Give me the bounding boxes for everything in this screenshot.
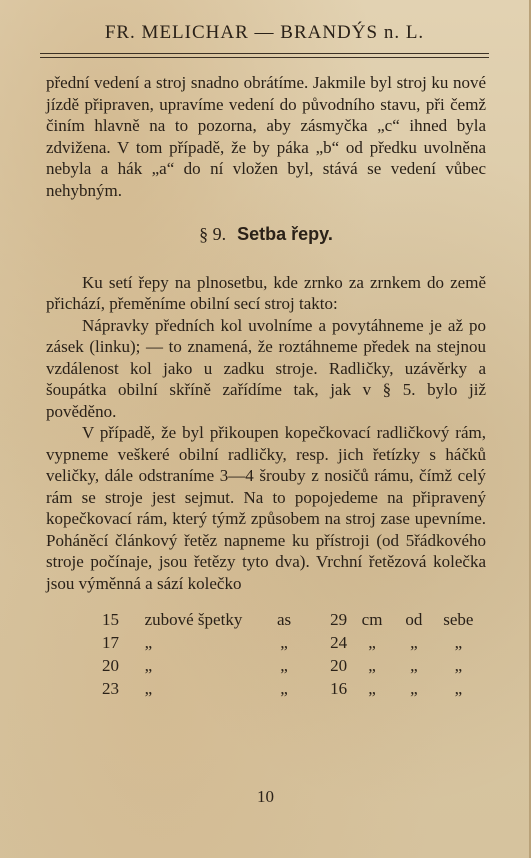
table-cell-unit: „ [368, 633, 376, 652]
table-cell-rel: „ [280, 656, 288, 675]
table-cell-rel: „ [280, 679, 288, 698]
table-cell-rel: as [276, 610, 292, 629]
table-cell-count: 17 [102, 633, 119, 652]
running-header: FR. MELICHAR — BRANDÝS n. L. [104, 22, 425, 43]
table-cell-apart: sebe [443, 610, 474, 629]
table-cell-apart: „ [454, 633, 463, 652]
table-cell-cm: 16 [330, 679, 348, 698]
table-cell-rel: „ [280, 633, 288, 652]
table-cell-count: 15 [102, 610, 119, 629]
paragraph-front-axle: Nápravky předních kol uvolníme a povytáhneme je až po zásek (linku); — to znamená, že roztáhneme předek na stejnou vzdálenost kol jako u zadku stroje. Radličky, uzávěrky a šoupátka obilní skříně zařídíme tak, jak v § 5. bylo již pověděno. [46, 315, 486, 421]
table-cell-label: „ [144, 656, 153, 675]
table-cell-from: „ [410, 633, 418, 652]
paragraph-frame: V případě, že byl přikoupen kopečkovací radličkový rám, vypneme veškeré obilní radličky, resp. jich řetízky s háčků veličky, dále odstraníme 3—4 šrouby z nosičů rámu, čímž celý rám se stroje jest sejmut. Na to popojedeme na připravený kopečkovací rám, který týmž způsobem na stroj zase upevníme. Poháněcí článkový řetěz napneme ku přístroji (od 5řádkového stroje počínaje, jsou řetězy tyto dva). Vrchní řetězová kolečka jsou výměnná a sází kolečko [46, 423, 486, 593]
table-cell-unit: „ [368, 656, 376, 675]
table-row [102, 631, 486, 654]
table-row [102, 677, 486, 700]
table-cell-count: 23 [102, 679, 119, 698]
table-cell-label: „ [144, 633, 153, 652]
table-cell-from: „ [410, 679, 418, 698]
table-cell-label: zubové špetky [144, 610, 243, 629]
page-body [46, 72, 486, 700]
header-rule-top [40, 53, 489, 54]
table-cell-unit: „ [368, 679, 376, 698]
section-number: § 9. [199, 224, 227, 244]
table-row [102, 608, 486, 631]
table-cell-apart: „ [454, 656, 463, 675]
table-cell-from: „ [410, 656, 418, 675]
paragraph-continuation: přední vedení a stroj snadno obrátíme. Jakmile byl stroj ku nové jízdě připraven, upravíme vedení do původního stavu, při čemž činím hlavně na to pozorna, aby zásmyčka „c“ ihned byla zdvižena. V tom případě, že by páka „b“ od předku uvolněna nebyla a hák „a“ do ní vložen byl, stává se vedení vůbec nehybným. [46, 73, 486, 200]
header-rule-bottom [40, 57, 489, 58]
table-cell-count: 20 [102, 656, 119, 675]
table-cell-label: „ [144, 679, 153, 698]
table-row [102, 654, 486, 677]
table-cell-cm: 24 [330, 633, 348, 652]
paragraph-intro: Ku setí řepy na plnosetbu, kde zrnko za zrnkem do země přichází, přeměníme obilní secí stroj takto: [46, 272, 486, 313]
table-cell-cm: 29 [330, 610, 348, 629]
table-cell-cm: 20 [330, 656, 348, 675]
table-cell-apart: „ [454, 679, 463, 698]
table-cell-from: od [405, 610, 423, 629]
page-number: 10 [257, 787, 274, 806]
spacing-table [102, 608, 486, 700]
section-heading [46, 224, 486, 246]
section-title: Setba řepy. [237, 224, 333, 244]
table-cell-unit: cm [361, 610, 383, 629]
